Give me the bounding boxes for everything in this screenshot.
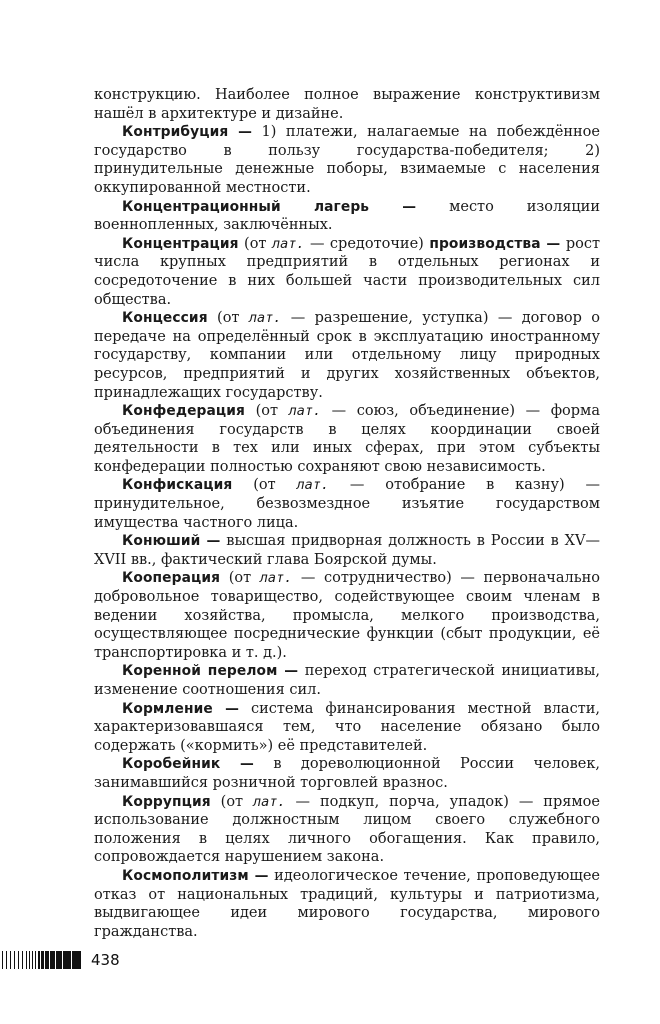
entry-text: в дореволюционной России человек, занимавшийся розничной торговлей вразнос. [94, 756, 600, 791]
glossary-entry [94, 123, 600, 197]
entry-text: — подкуп, порча, упадок) — прямое использование должностным лицом своего служебного положения в целях личного обогащения. Как правило, сопровождается нарушением закона. [94, 793, 600, 866]
entry-term: производства — [429, 235, 561, 252]
entry-text: конструкцию. Наиболее полное выражение конструктивизм нашёл в архитектуре и дизайне. [94, 87, 600, 122]
glossary-entry [94, 532, 600, 569]
glossary-entry [94, 662, 600, 699]
entry-text: рост числа крупных предприятий в отдельных регионах и сосредоточение в них большей части производительных сил общества. [94, 235, 600, 308]
entry-term: Контрибуция — [122, 124, 252, 141]
entry-abbrev: лат. [248, 310, 282, 327]
entry-text: — сотрудничество) — первоначально добровольное товарищество, содействующее своим членам в ведении хозяйства, промысла, мелкого производства, осуществляющее посреднические функции (сбыт продукции, её транспортировка и т. д.). [94, 570, 600, 661]
entry-term: Концентрационный лагерь — [122, 198, 417, 215]
entry-abbrev: лат. [296, 477, 330, 494]
entry-text: место изоляции военнопленных, заключённых. [94, 198, 601, 234]
entry-text: — союз, объединение) — форма объединения государств в целях координации своей деятельности в тех или иных сферах, при этом субъекты конфедерации полностью сохраняют свою независимость. [94, 403, 600, 475]
entry-term: Концентрация [122, 235, 239, 252]
entry-text: идеологическое течение, проповедующее отказ от национальных традиций, культуры и патриотизма, выдвигающее идеи мирового государства, мирового гражданства. [94, 867, 600, 940]
entry-abbrev: лат. [288, 403, 322, 420]
glossary-entry [94, 700, 600, 756]
entry-text: (от [207, 310, 249, 327]
glossary-entry [94, 235, 600, 309]
entry-abbrev: лат. [259, 570, 293, 587]
glossary-entry [94, 198, 600, 235]
entry-abbrev: лат. [271, 235, 305, 252]
entry-term: Кормление — [122, 700, 240, 717]
glossary-entry [94, 793, 600, 867]
entry-text: — отобрание в казну) — принудительное, безвозмездное изъятие государством имущества частного лица. [94, 477, 600, 531]
page-body [94, 86, 600, 941]
glossary-entry [94, 867, 600, 941]
glossary-entry [94, 755, 600, 792]
entry-text: (от [238, 235, 272, 252]
entry-text: переход стратегической инициативы, изменение соотношения сил. [94, 663, 600, 698]
glossary-entry [94, 309, 600, 402]
entry-text: система финансирования местной власти, характеризовавшаяся тем, что население обязано было содержать («кормить») её представителей. [94, 700, 600, 754]
entry-term: Конюший — [122, 533, 221, 550]
entry-term: Конфедерация [122, 403, 245, 420]
entry-text: (от [232, 477, 297, 494]
entry-term: Космополитизм — [122, 867, 269, 884]
entry-abbrev: лат. [253, 793, 286, 810]
entry-term: Коррупция [122, 793, 211, 810]
entry-text: — разрешение, уступка) — договор о передаче на определённый срок в эксплуатацию иностранному государству, компании или отдельному лицу природных ресурсов, предприятий и других хозяйственных объектов, принадлежащих государству. [94, 310, 600, 401]
entry-text: — средоточие) [304, 235, 430, 252]
entry-term: Конфискация [122, 477, 233, 494]
glossary-entry [94, 569, 600, 662]
glossary-entry [94, 402, 600, 476]
entry-text: (от [244, 403, 289, 420]
entry-term: Концессия [122, 310, 208, 327]
glossary-entry [94, 86, 600, 123]
entry-text: высшая придворная должность в России в XV—XVII вв., фактический глава Боярской думы. [94, 533, 600, 568]
entry-text: (от [210, 793, 254, 810]
glossary-entry [94, 476, 600, 532]
entry-text: 1) платежи, налагаемые на побеждённое государство в пользу государства-победителя; 2) принудительные денежные поборы, взимаемые с населения оккупированной местности. [94, 124, 600, 196]
page-footer [0, 948, 120, 972]
page-number: 438 [91, 951, 120, 969]
entry-term: Коренной перелом — [122, 663, 299, 680]
entry-term: Кооперация [122, 570, 221, 587]
entry-text: (от [220, 570, 260, 587]
barcode-decoration [2, 951, 81, 969]
entry-term: Коробейник — [122, 756, 254, 773]
